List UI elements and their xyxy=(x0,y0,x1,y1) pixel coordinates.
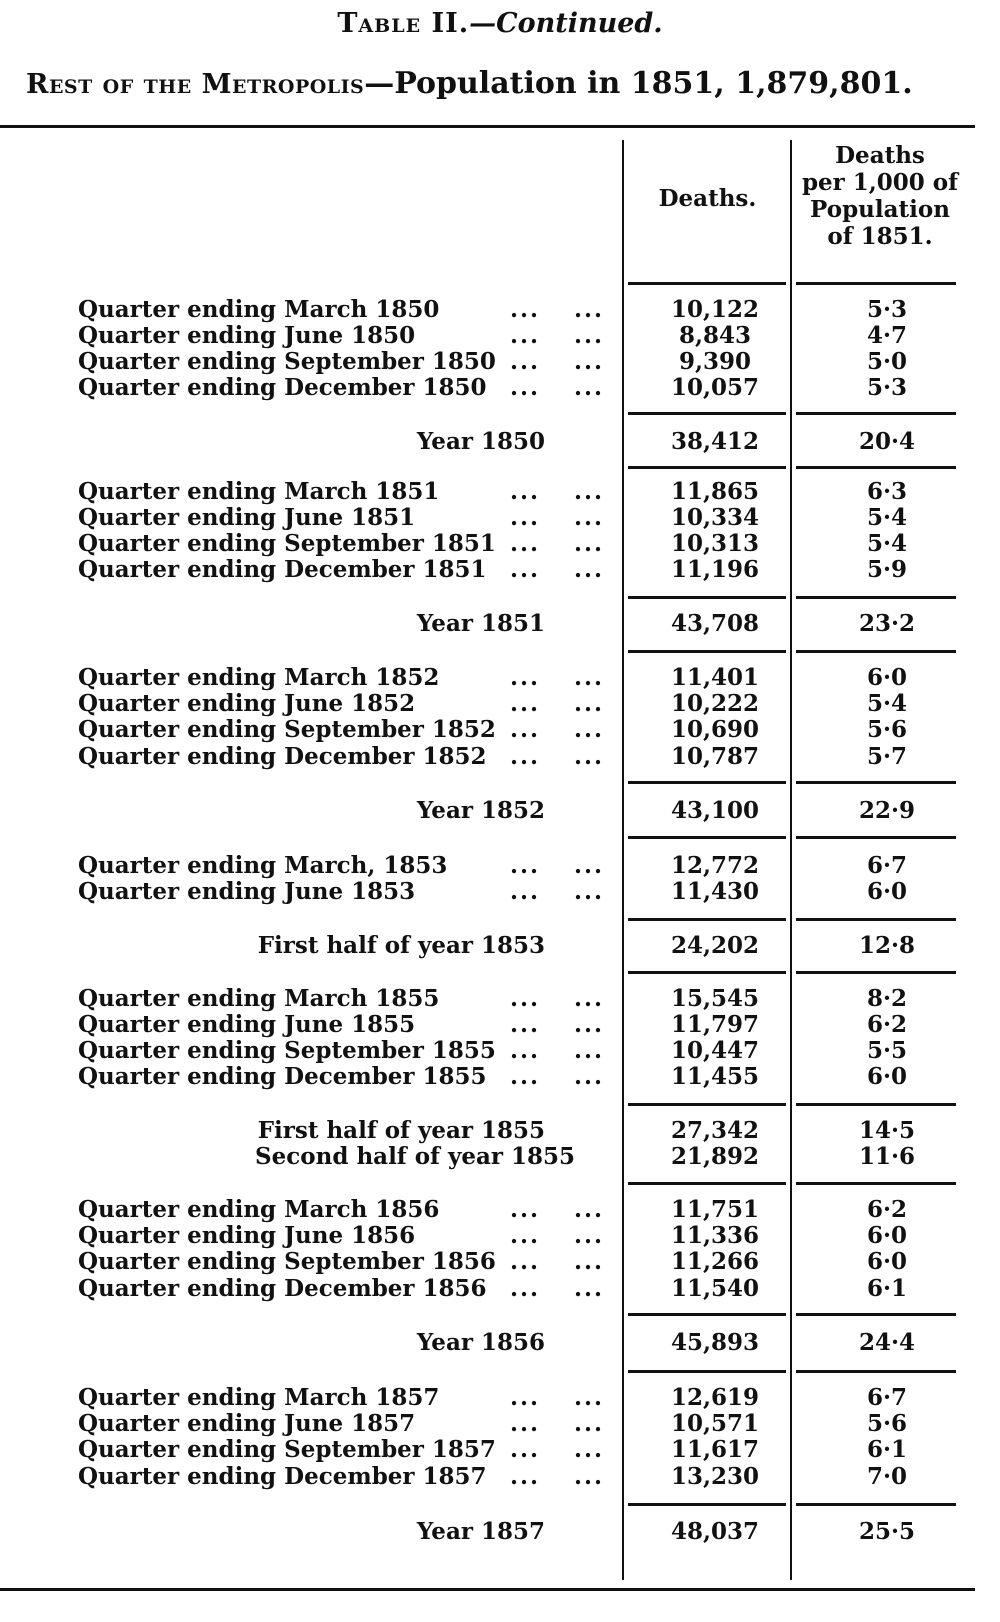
rate-value: 6·2 xyxy=(866,1196,907,1223)
leader-dots: ... xyxy=(574,690,605,717)
leader-dots: ... xyxy=(574,348,605,375)
leader-dots: ... xyxy=(510,690,541,717)
region-label: Rest of the Metropolis xyxy=(26,69,365,100)
row-label: Year 1851 xyxy=(416,610,545,637)
leader-dots: ... xyxy=(510,1248,541,1275)
leader-dots: ... xyxy=(574,478,605,505)
rate-value: 22·9 xyxy=(858,797,916,824)
leader-dots: ... xyxy=(510,374,541,401)
column-rule xyxy=(796,1182,956,1185)
row-label: First half of year 1853 xyxy=(257,932,545,959)
column-rule xyxy=(628,596,786,599)
rate-value: 5·3 xyxy=(866,296,907,323)
row-label: First half of year 1855 xyxy=(257,1117,545,1144)
row-label: Quarter ending June 1850 xyxy=(78,322,416,349)
leader-dots: ... xyxy=(510,530,541,557)
deaths-value: 11,540 xyxy=(670,1275,760,1302)
continued-label: —Continued. xyxy=(469,8,663,39)
rate-value: 25·5 xyxy=(858,1518,916,1545)
column-rule xyxy=(796,1503,956,1506)
row-label: Quarter ending March 1857 xyxy=(78,1384,440,1411)
rate-value: 5·6 xyxy=(866,1410,907,1437)
row-label: Quarter ending December 1850 xyxy=(78,374,487,401)
table-row xyxy=(0,1436,1000,1463)
row-label: Quarter ending September 1850 xyxy=(78,348,496,375)
deaths-value: 11,455 xyxy=(670,1063,760,1090)
leader-dots: ... xyxy=(510,1222,541,1249)
rate-value: 5·4 xyxy=(866,530,907,557)
leader-dots: ... xyxy=(510,664,541,691)
deaths-value: 11,617 xyxy=(670,1436,760,1463)
deaths-value: 38,412 xyxy=(670,428,760,455)
table-row xyxy=(0,797,1000,824)
row-label: Quarter ending December 1851 xyxy=(78,556,487,583)
population-label: —Population in 1851, 1,879,801. xyxy=(364,66,913,101)
deaths-value: 10,787 xyxy=(670,743,760,770)
leader-dots: ... xyxy=(574,716,605,743)
leader-dots: ... xyxy=(574,1196,605,1223)
row-label: Quarter ending December 1857 xyxy=(78,1463,487,1490)
rate-header-line3: Population xyxy=(810,196,950,223)
rate-value: 5·6 xyxy=(866,716,907,743)
table-row xyxy=(0,716,1000,743)
deaths-value: 27,342 xyxy=(670,1117,760,1144)
rate-value: 6·1 xyxy=(866,1436,907,1463)
table-row xyxy=(0,478,1000,505)
column-rule xyxy=(796,971,956,974)
rate-value: 6·7 xyxy=(866,852,907,879)
leader-dots: ... xyxy=(510,478,541,505)
rate-value: 5·7 xyxy=(866,743,907,770)
column-rule xyxy=(628,918,786,921)
column-rule xyxy=(628,466,786,469)
column-rule xyxy=(796,1313,956,1316)
rate-value: 6·3 xyxy=(866,478,907,505)
row-label: Year 1857 xyxy=(416,1518,545,1545)
rate-header-line1: Deaths xyxy=(835,142,925,169)
row-label: Quarter ending September 1857 xyxy=(78,1436,496,1463)
row-label: Quarter ending September 1855 xyxy=(78,1037,496,1064)
rate-value: 5·0 xyxy=(866,348,907,375)
leader-dots: ... xyxy=(510,322,541,349)
leader-dots: ... xyxy=(510,878,541,905)
row-label: Quarter ending March 1855 xyxy=(78,985,440,1012)
column-rule xyxy=(796,466,956,469)
top-rule xyxy=(0,125,975,128)
rate-value: 23·2 xyxy=(858,610,916,637)
rate-value: 8·2 xyxy=(866,985,907,1012)
deaths-value: 24,202 xyxy=(670,932,760,959)
deaths-value: 45,893 xyxy=(670,1329,760,1356)
deaths-value: 11,865 xyxy=(670,478,760,505)
rate-header xyxy=(795,142,965,250)
row-label: Quarter ending December 1852 xyxy=(78,743,487,770)
rate-value: 14·5 xyxy=(858,1117,916,1144)
table-row xyxy=(0,1329,1000,1356)
deaths-value: 11,401 xyxy=(670,664,760,691)
leader-dots: ... xyxy=(574,322,605,349)
rate-value: 5·3 xyxy=(866,374,907,401)
table-row xyxy=(0,743,1000,770)
column-rule xyxy=(796,918,956,921)
column-rule xyxy=(628,1103,786,1106)
leader-dots: ... xyxy=(510,1436,541,1463)
row-label: Quarter ending March 1850 xyxy=(78,296,440,323)
rate-value: 6·0 xyxy=(866,1222,907,1249)
leader-dots: ... xyxy=(574,530,605,557)
row-label: Quarter ending June 1855 xyxy=(78,1011,416,1038)
deaths-value: 9,390 xyxy=(678,348,752,375)
row-label: Quarter ending June 1852 xyxy=(78,690,416,717)
deaths-value: 43,100 xyxy=(670,797,760,824)
table-row xyxy=(0,1143,1000,1170)
deaths-value: 13,230 xyxy=(670,1463,760,1490)
leader-dots: ... xyxy=(574,1384,605,1411)
table-row xyxy=(0,985,1000,1012)
table-row xyxy=(0,504,1000,531)
table-row xyxy=(0,1037,1000,1064)
table-number: Table II. xyxy=(337,8,470,39)
row-label: Quarter ending March 1856 xyxy=(78,1196,440,1223)
leader-dots: ... xyxy=(510,985,541,1012)
leader-dots: ... xyxy=(574,1063,605,1090)
rate-value: 5·4 xyxy=(866,690,907,717)
table-row xyxy=(0,690,1000,717)
rate-value: 11·6 xyxy=(858,1143,916,1170)
rate-value: 7·0 xyxy=(866,1463,907,1490)
leader-dots: ... xyxy=(510,1410,541,1437)
column-rule xyxy=(628,650,786,653)
row-label: Quarter ending June 1856 xyxy=(78,1222,416,1249)
row-label: Second half of year 1855 xyxy=(255,1143,575,1170)
rate-value: 24·4 xyxy=(858,1329,916,1356)
deaths-value: 10,571 xyxy=(670,1410,760,1437)
leader-dots: ... xyxy=(574,1436,605,1463)
leader-dots: ... xyxy=(510,716,541,743)
table-row xyxy=(0,932,1000,959)
deaths-value: 11,266 xyxy=(670,1248,760,1275)
deaths-value: 12,619 xyxy=(670,1384,760,1411)
row-label: Year 1850 xyxy=(416,428,545,455)
leader-dots: ... xyxy=(574,556,605,583)
deaths-value: 10,690 xyxy=(670,716,760,743)
rate-header-line2: per 1,000 of xyxy=(801,169,959,196)
table-row xyxy=(0,1117,1000,1144)
deaths-header: Deaths. xyxy=(658,185,757,212)
column-rule xyxy=(796,412,956,415)
leader-dots: ... xyxy=(574,743,605,770)
table-row xyxy=(0,1275,1000,1302)
deaths-value: 11,430 xyxy=(670,878,760,905)
table-subtitle xyxy=(10,66,1000,101)
column-rule xyxy=(796,650,956,653)
rate-value: 4·7 xyxy=(866,322,907,349)
table-row xyxy=(0,374,1000,401)
column-rule xyxy=(796,781,956,784)
row-label: Quarter ending June 1853 xyxy=(78,878,416,905)
deaths-value: 21,892 xyxy=(670,1143,760,1170)
column-rule xyxy=(796,1370,956,1373)
leader-dots: ... xyxy=(574,1248,605,1275)
table-row xyxy=(0,556,1000,583)
deaths-value: 10,334 xyxy=(670,504,760,531)
table-title xyxy=(0,8,1000,39)
leader-dots: ... xyxy=(574,1463,605,1490)
deaths-value: 12,772 xyxy=(670,852,760,879)
leader-dots: ... xyxy=(510,348,541,375)
row-label: Year 1856 xyxy=(416,1329,545,1356)
leader-dots: ... xyxy=(574,374,605,401)
leader-dots: ... xyxy=(574,1275,605,1302)
table-row xyxy=(0,1011,1000,1038)
column-rule xyxy=(628,1370,786,1373)
rate-value: 6·2 xyxy=(866,1011,907,1038)
leader-dots: ... xyxy=(510,296,541,323)
table-row xyxy=(0,610,1000,637)
row-label: Quarter ending March, 1853 xyxy=(78,852,448,879)
deaths-value: 10,222 xyxy=(670,690,760,717)
table-row xyxy=(0,428,1000,455)
row-label: Quarter ending June 1851 xyxy=(78,504,416,531)
rate-value: 12·8 xyxy=(858,932,916,959)
leader-dots: ... xyxy=(574,1222,605,1249)
table-row xyxy=(0,1463,1000,1490)
row-label: Quarter ending December 1855 xyxy=(78,1063,487,1090)
leader-dots: ... xyxy=(510,1275,541,1302)
leader-dots: ... xyxy=(574,504,605,531)
table-row xyxy=(0,1410,1000,1437)
leader-dots: ... xyxy=(510,1384,541,1411)
row-label: Quarter ending March 1851 xyxy=(78,478,440,505)
deaths-value: 8,843 xyxy=(678,322,752,349)
table-row xyxy=(0,1248,1000,1275)
deaths-value: 11,797 xyxy=(670,1011,760,1038)
leader-dots: ... xyxy=(574,985,605,1012)
rate-value: 6·0 xyxy=(866,878,907,905)
column-rule xyxy=(628,282,786,285)
column-rule xyxy=(628,971,786,974)
leader-dots: ... xyxy=(510,1463,541,1490)
table-row xyxy=(0,664,1000,691)
table-row xyxy=(0,1196,1000,1223)
rate-value: 6·0 xyxy=(866,1248,907,1275)
deaths-value: 10,313 xyxy=(670,530,760,557)
table-row xyxy=(0,1518,1000,1545)
column-rule xyxy=(628,412,786,415)
table-row xyxy=(0,878,1000,905)
leader-dots: ... xyxy=(510,1196,541,1223)
row-label: Quarter ending March 1852 xyxy=(78,664,440,691)
rate-header-line4: of 1851. xyxy=(827,223,933,250)
rate-value: 5·5 xyxy=(866,1037,907,1064)
rate-value: 20·4 xyxy=(858,428,916,455)
leader-dots: ... xyxy=(574,1037,605,1064)
table-row xyxy=(0,348,1000,375)
table-row xyxy=(0,1384,1000,1411)
column-rule xyxy=(628,1313,786,1316)
leader-dots: ... xyxy=(574,1410,605,1437)
leader-dots: ... xyxy=(510,1063,541,1090)
row-label: Quarter ending September 1856 xyxy=(78,1248,496,1275)
leader-dots: ... xyxy=(574,878,605,905)
deaths-value: 11,196 xyxy=(670,556,760,583)
column-rule xyxy=(796,282,956,285)
leader-dots: ... xyxy=(574,664,605,691)
table-row xyxy=(0,530,1000,557)
rate-value: 6·0 xyxy=(866,664,907,691)
deaths-value: 11,336 xyxy=(670,1222,760,1249)
deaths-value: 15,545 xyxy=(670,985,760,1012)
deaths-value: 43,708 xyxy=(670,610,760,637)
leader-dots: ... xyxy=(510,1011,541,1038)
deaths-value: 10,122 xyxy=(670,296,760,323)
table-row xyxy=(0,852,1000,879)
leader-dots: ... xyxy=(574,852,605,879)
column-rule xyxy=(796,596,956,599)
table-row xyxy=(0,296,1000,323)
rate-value: 5·4 xyxy=(866,504,907,531)
bottom-rule xyxy=(0,1588,975,1591)
column-rule xyxy=(628,781,786,784)
rate-value: 5·9 xyxy=(866,556,907,583)
column-rule xyxy=(628,1503,786,1506)
column-rule xyxy=(628,1182,786,1185)
table-row xyxy=(0,1222,1000,1249)
row-label: Year 1852 xyxy=(416,797,545,824)
leader-dots: ... xyxy=(510,852,541,879)
column-rule xyxy=(796,1103,956,1106)
leader-dots: ... xyxy=(510,504,541,531)
row-label: Quarter ending September 1852 xyxy=(78,716,496,743)
table-row xyxy=(0,1063,1000,1090)
table-row xyxy=(0,322,1000,349)
row-label: Quarter ending December 1856 xyxy=(78,1275,487,1302)
row-label: Quarter ending June 1857 xyxy=(78,1410,416,1437)
column-rule xyxy=(796,836,956,839)
rate-value: 6·7 xyxy=(866,1384,907,1411)
row-label: Quarter ending September 1851 xyxy=(78,530,496,557)
rate-value: 6·1 xyxy=(866,1275,907,1302)
deaths-value: 10,447 xyxy=(670,1037,760,1064)
leader-dots: ... xyxy=(574,296,605,323)
deaths-value: 10,057 xyxy=(670,374,760,401)
leader-dots: ... xyxy=(510,1037,541,1064)
leader-dots: ... xyxy=(574,1011,605,1038)
deaths-value: 11,751 xyxy=(670,1196,760,1223)
column-rule xyxy=(628,836,786,839)
leader-dots: ... xyxy=(510,743,541,770)
leader-dots: ... xyxy=(510,556,541,583)
deaths-value: 48,037 xyxy=(670,1518,760,1545)
rate-value: 6·0 xyxy=(866,1063,907,1090)
